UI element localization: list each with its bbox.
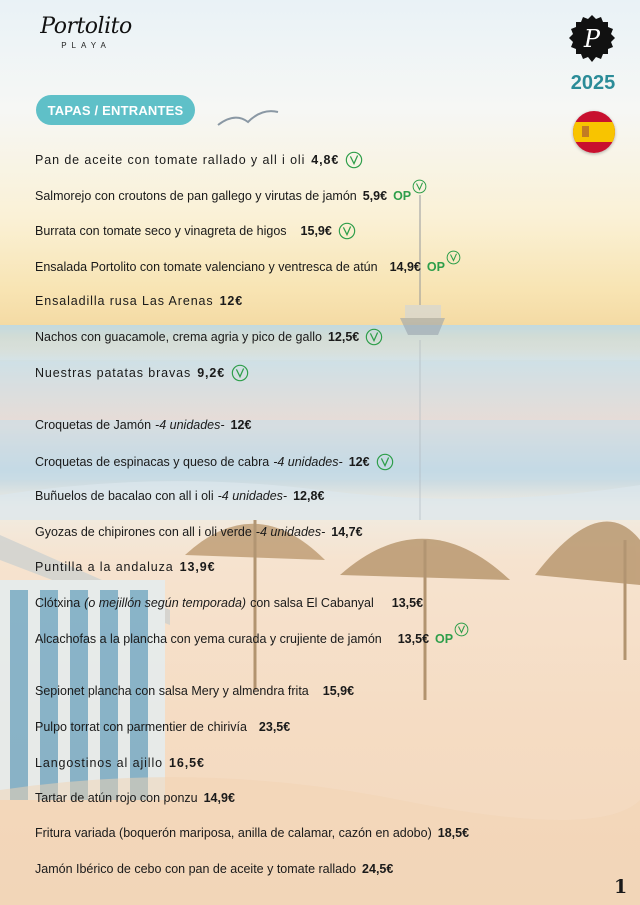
menu-item (35, 259, 461, 274)
item-price: 14,7€ (331, 525, 363, 539)
item-price: 9,2€ (197, 366, 226, 380)
item-name: Pulpo torrat con parmentier de chirivía (35, 720, 247, 734)
item-price: 13,5€ (397, 631, 430, 646)
item-price: 4,8€ (311, 153, 340, 167)
menu-item (35, 418, 251, 432)
item-price: 13,5€ (391, 596, 424, 610)
menu-item (35, 328, 383, 346)
item-price: 13,9€ (179, 560, 216, 574)
item-name: Croquetas de Jamón (35, 418, 152, 432)
vegetarian-icon (365, 328, 383, 346)
item-note: -4 unidades- (155, 418, 225, 432)
menu-item (35, 453, 394, 471)
item-price: 12€ (230, 418, 252, 432)
spain-flag-icon[interactable] (573, 111, 615, 153)
page-number: 1 (614, 876, 628, 898)
menu-item (35, 294, 243, 308)
item-name: Nuestras patatas bravas (35, 366, 192, 380)
portolito-badge-icon (567, 14, 617, 64)
item-name: Croquetas de espinacas y queso de cabra (35, 455, 270, 469)
vegetarian-icon (231, 364, 249, 382)
menu-item (35, 525, 363, 539)
brand-name: Portolito (40, 14, 132, 39)
item-price: 16,5€ (169, 756, 205, 770)
menu-item (35, 364, 249, 382)
item-name: Ensaladilla rusa Las Arenas (35, 294, 214, 308)
item-price: 15,9€ (322, 684, 355, 698)
menu-item (35, 222, 356, 240)
vegetarian-icon (376, 453, 394, 471)
section-title: TAPAS / ENTRANTES (36, 95, 195, 125)
badge-letter: P (583, 25, 601, 53)
item-price: 12,5€ (327, 330, 360, 344)
vegetarian-icon (454, 622, 469, 637)
item-name: Langostinos al ajillo (35, 756, 164, 770)
item-name: Burrata con tomate seco y vinagreta de higos (35, 224, 287, 238)
item-price: 12€ (219, 294, 244, 308)
item-price: 12,8€ (293, 489, 325, 503)
item-note: (o mejillón según temporada) (84, 596, 247, 610)
menu-year: 2025 (570, 72, 616, 94)
item-name: Jamón Ibérico de cebo con pan de aceite y tomate rallado (35, 862, 357, 876)
menu-item (35, 826, 469, 840)
menu-item (35, 560, 215, 574)
item-note: -4 unidades- (255, 525, 326, 539)
menu-item (35, 720, 290, 734)
menu-item (35, 596, 423, 610)
menu-item (35, 862, 393, 876)
item-price: 14,9€ (389, 259, 421, 274)
item-name: Tartar de atún rojo con ponzu (35, 791, 198, 805)
vegetarian-icon (412, 179, 427, 194)
item-name: Gyozas de chipirones con all i oli verde (35, 525, 252, 539)
item-name: Alcachofas a la plancha con yema curada y crujiente de jamón (35, 631, 382, 646)
item-name: Ensalada Portolito con tomate valenciano y ventresca de atún (35, 259, 378, 274)
menu-item (35, 791, 235, 805)
menu-item (35, 756, 205, 770)
brand-subtitle: PLAYA (61, 41, 111, 50)
menu-item (35, 631, 469, 646)
item-name: Fritura variada (boquerón mariposa, anilla de calamar, cazón en adobo) (35, 826, 432, 840)
item-name: Pan de aceite con tomate rallado y all i oli (35, 153, 306, 167)
menu-item (35, 489, 324, 503)
item-name: Salmorejo con croutons de pan gallego y virutas de jamón (35, 188, 357, 203)
vegetarian-icon (345, 151, 363, 169)
menu-item (35, 188, 427, 203)
op-badge: OP (393, 188, 412, 203)
op-badge: OP (426, 259, 445, 274)
menu-item (35, 151, 363, 169)
item-name: Nachos con guacamole, crema agria y pico de gallo (35, 330, 322, 344)
item-name: Puntilla a la andaluza (35, 560, 174, 574)
item-name: Buñuelos de bacalao con all i oli (35, 489, 214, 503)
item-price: 14,9€ (203, 791, 235, 805)
item-note: -4 unidades- (217, 489, 288, 503)
item-name: Clótxina (35, 596, 81, 610)
item-name: Sepionet plancha con salsa Mery y almendra frita (35, 684, 309, 698)
item-price: 24,5€ (362, 862, 394, 876)
menu-item (35, 684, 354, 698)
item-price: 12€ (348, 455, 370, 469)
item-price: 23,5€ (258, 720, 291, 734)
item-price: 18,5€ (437, 826, 470, 840)
portolito-logo (40, 14, 132, 50)
vegetarian-icon (338, 222, 356, 240)
item-name-cont: con salsa El Cabanyal (250, 596, 374, 610)
op-badge: OP (435, 631, 454, 646)
item-price: 15,9€ (300, 224, 332, 238)
item-price: 5,9€ (362, 188, 388, 203)
vegetarian-icon (446, 250, 461, 265)
item-note: -4 unidades- (273, 455, 343, 469)
